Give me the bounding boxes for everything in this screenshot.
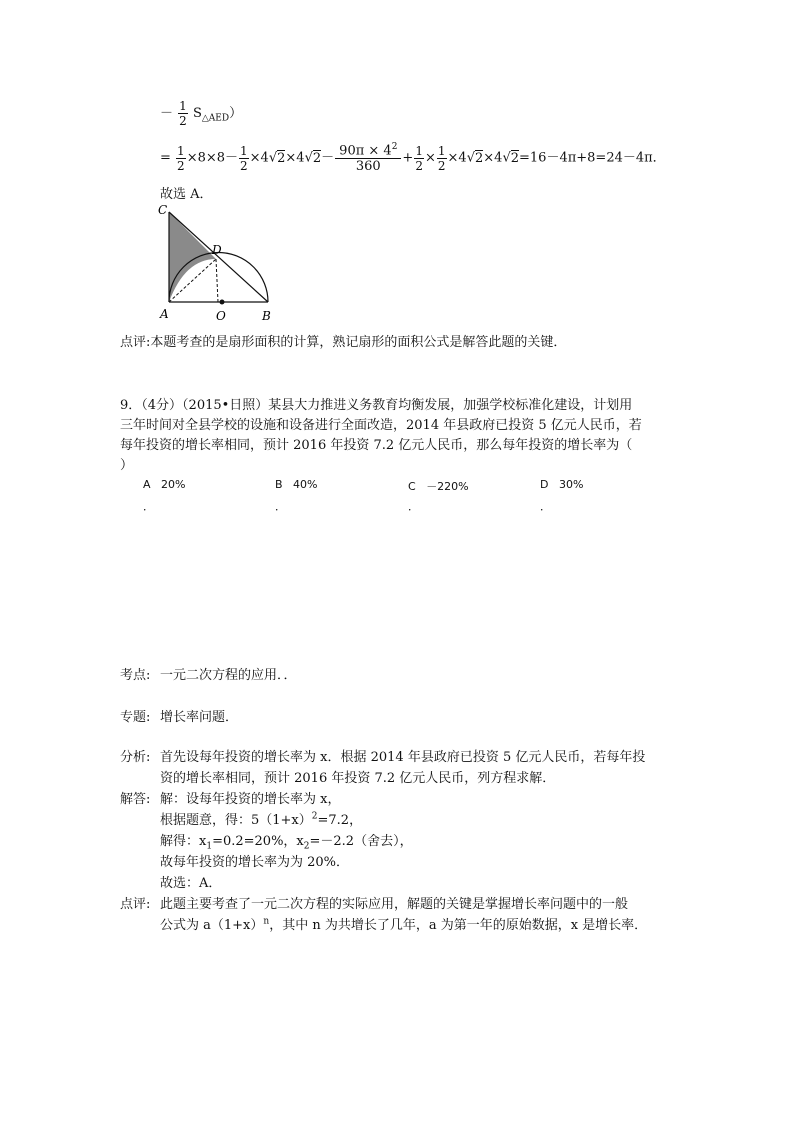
label-b: B [262,309,271,323]
fraction-half: $\frac{1}{2}$ [240,143,248,173]
fraction-half: $\frac{1}{2}$ [177,143,185,173]
label-o: O [216,309,226,323]
center-point-o [220,300,225,305]
zhuanti-label: 专题: [120,710,151,725]
kaodian-text: 一元二次方程的应用．． [160,668,297,683]
answer-choice-text: 故选 A． [160,187,213,202]
option-c[interactable]: C －220% ． [408,480,469,513]
sqrt-symbol: √2 [466,150,484,166]
fenxi-line-1: 首先设每年投资的增长率为 x．根据 2014 年县政府已投资 5 亿元人民币，若每年投 [160,750,646,765]
sqrt-symbol: √2 [502,150,520,166]
jieda-line-4: 故每年投资的增长率为为 20%． [160,855,350,870]
question-line-1: 9．（4分）（2015•日照）某县大力推进义务教育均衡发展，加强学校标准化建设，计划用 [120,398,633,413]
jieda-line-2: 根据题意，得：$5(1+x)^2=7.2$， [160,811,363,828]
label-c: C [158,203,168,217]
fenxi-label: 分析: [120,750,151,765]
shaded-region [169,212,216,302]
minus-sign: － [160,106,174,121]
prev-comment: 点评:本题考查的是扇形面积的计算，熟记扇形的面积公式是解答此题的关键． [120,335,567,350]
formula-line-1: － $\frac{1}{2}$ $S_{\triangle AED}$） [160,99,243,128]
fraction-sector-area: $\frac{90\pi \times 4^2}{360}$ [335,143,401,173]
fraction-half: $\frac{1}{2}$ [415,143,423,173]
dianping-line-2: 公式为 $a(1+x)^n$，其中 n 为共增长了几年，a 为第一年的原始数据，x 是增长率． [160,916,648,933]
fraction-half: $\frac{1}{2}$ [179,99,187,128]
jieda-line-1: 解：设每年投资的增长率为 x， [160,792,341,807]
zhuanti-text: 增长率问题． [160,710,239,725]
dianping-label: 点评: [120,897,151,912]
kaodian-label: 考点: [120,668,151,683]
fraction-half: $\frac{1}{2}$ [437,143,446,173]
question-line-4: ） [120,458,134,473]
label-a: A [160,307,169,321]
option-d[interactable]: D 30% ． [540,478,584,513]
fenxi-line-2: 资的增长率相同，预计 2016 年投资 7.2 亿元人民币，列方程求解． [160,771,556,786]
sqrt-symbol: √2 [304,150,322,166]
dianping-line-1: 此题主要考查了一元二次方程的实际应用，解题的关键是掌握增长率问题中的一般 [160,897,629,912]
formula-line-2: = $\frac{1}{2}$ ×8×8－ $\frac{1}{2}$ ×4√2×4√2－ $\frac{90\pi \times 4^2}{360}$ + $\frac{1}{2}$ × $\frac{1}{2}$ ×4√2×4√2=16－4π+8=24－4π． [160,142,666,175]
option-b[interactable]: B 40% ． [275,478,318,513]
question-line-3: 每年投资的增长率相同，预计 2016 年投资 7.2 亿元人民币，那么每年投资的增长率为（ [120,438,633,453]
jieda-label: 解答: [120,792,151,807]
label-d: D [212,243,222,257]
option-a[interactable]: A 20% ． [143,478,186,513]
question-line-2: 三年时间对全县学校的设施和设备进行全面改造，2014 年县政府已投资 5 亿元人民币，若 [120,418,642,433]
sqrt-symbol: √2 [268,150,286,166]
dashed-od [216,259,218,302]
jieda-line-5: 故选：A． [160,876,222,891]
jieda-line-3: 解得：$x_1=0.2=20\%$，$x_2=-2.2$（舍去）， [160,834,413,852]
geometry-figure [150,202,285,324]
